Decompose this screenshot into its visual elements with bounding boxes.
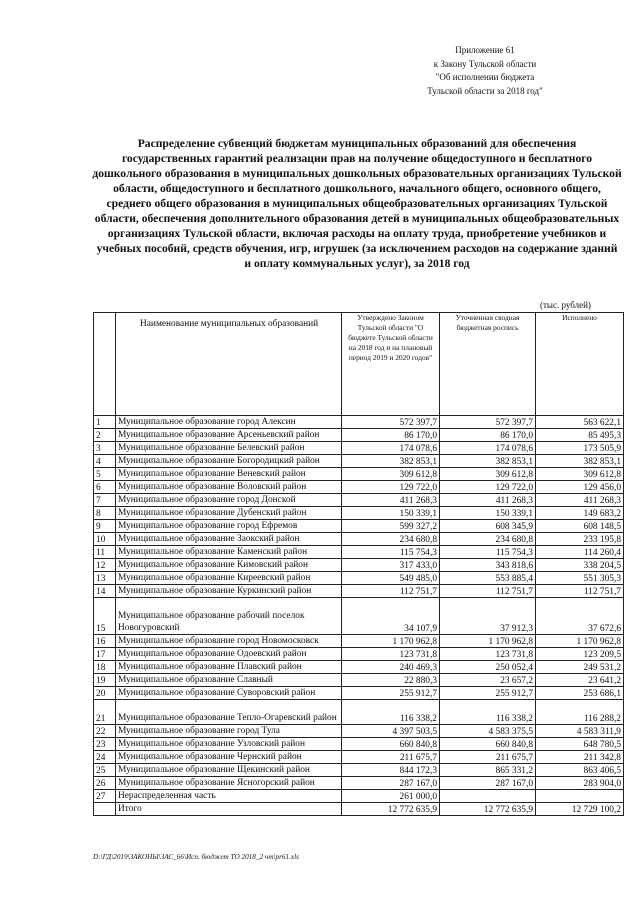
row-approved: 287 167,0 <box>342 777 440 790</box>
row-approved: 844 172,3 <box>342 764 440 777</box>
row-executed: 37 672,6 <box>536 598 624 635</box>
row-name: Муниципальное образование Плавский район <box>116 661 342 674</box>
row-executed: 112 751,7 <box>536 585 624 598</box>
table-row <box>94 533 624 546</box>
table-row <box>94 803 624 816</box>
row-number: 15 <box>94 598 116 635</box>
row-number: 11 <box>94 546 116 559</box>
row-executed: 253 686,1 <box>536 687 624 700</box>
table-row <box>94 468 624 481</box>
row-name: Муниципальное образование рабочий поселок Новогуровский <box>116 598 342 635</box>
table-body <box>94 416 624 816</box>
row-refined: 309 612,8 <box>440 468 536 481</box>
row-number: 21 <box>94 700 116 725</box>
row-refined: 255 912,7 <box>440 687 536 700</box>
row-executed: 129 456,0 <box>536 481 624 494</box>
row-approved: 549 485,0 <box>342 572 440 585</box>
row-refined: 234 680,8 <box>440 533 536 546</box>
row-approved: 150 339,1 <box>342 507 440 520</box>
row-refined: 86 170,0 <box>440 429 536 442</box>
row-number: 22 <box>94 725 116 738</box>
file-path-footer: D:\ГД\2019\ЗАКОНЫ\ЗАС_66\Исп. бюджет ТО 2018_2 чт\pr61.xls <box>93 853 299 861</box>
table-row <box>94 635 624 648</box>
row-approved: 123 731,8 <box>342 648 440 661</box>
unit-label: (тыс. рублей) <box>540 300 591 310</box>
row-executed: 283 904,0 <box>536 777 624 790</box>
row-executed <box>536 790 624 803</box>
row-refined: 211 675,7 <box>440 751 536 764</box>
row-name: Муниципальное образование Тепло-Огаревский район <box>116 700 342 725</box>
row-name: Муниципальное образование город Тула <box>116 725 342 738</box>
row-name: Муниципальное образование город Донской <box>116 494 342 507</box>
row-refined: 287 167,0 <box>440 777 536 790</box>
row-number: 10 <box>94 533 116 546</box>
appendix-line-1: Приложение 61 <box>455 45 515 55</box>
row-executed: 173 505,9 <box>536 442 624 455</box>
row-refined: 1 170 962,8 <box>440 635 536 648</box>
row-refined: 129 722,0 <box>440 481 536 494</box>
row-refined: 250 052,4 <box>440 661 536 674</box>
table-row <box>94 429 624 442</box>
row-approved: 22 880,3 <box>342 674 440 687</box>
row-refined: 865 331,2 <box>440 764 536 777</box>
row-name: Муниципальное образование Узловский район <box>116 738 342 751</box>
appendix-note <box>400 44 570 98</box>
row-refined: 382 853,1 <box>440 455 536 468</box>
table-row <box>94 674 624 687</box>
row-name: Муниципальное образование Куркинский район <box>116 585 342 598</box>
row-approved: 34 107,9 <box>342 598 440 635</box>
row-number: 25 <box>94 764 116 777</box>
row-approved: 129 722,0 <box>342 481 440 494</box>
header-executed: Исполнено <box>536 313 624 416</box>
row-approved: 116 338,2 <box>342 700 440 725</box>
row-refined: 115 754,3 <box>440 546 536 559</box>
row-executed: 211 342,8 <box>536 751 624 764</box>
row-number: 26 <box>94 777 116 790</box>
row-executed: 249 531,2 <box>536 661 624 674</box>
row-refined: 150 339,1 <box>440 507 536 520</box>
row-approved: 660 840,8 <box>342 738 440 751</box>
table-row <box>94 520 624 533</box>
table-row <box>94 725 624 738</box>
row-approved: 240 469,3 <box>342 661 440 674</box>
header-approved: Утверждено Законом Тульской области "О бюджете Тульской области на 2018 год и на плановый период 2019 и 2020 годов" <box>342 313 440 416</box>
row-number <box>94 803 116 816</box>
row-name: Муниципальное образование Ясногорский район <box>116 777 342 790</box>
row-refined: 174 078,6 <box>440 442 536 455</box>
appendix-line-3: "Об исполнении бюджета <box>435 72 535 82</box>
table-row <box>94 700 624 725</box>
table-row <box>94 738 624 751</box>
table-row <box>94 648 624 661</box>
table-row <box>94 764 624 777</box>
row-executed: 4 583 311,9 <box>536 725 624 738</box>
row-number: 6 <box>94 481 116 494</box>
row-number: 7 <box>94 494 116 507</box>
row-executed: 233 195,8 <box>536 533 624 546</box>
row-name: Муниципальное образование Чернский район <box>116 751 342 764</box>
row-name: Итого <box>116 803 342 816</box>
row-number: 5 <box>94 468 116 481</box>
row-name: Муниципальное образование город Ефремов <box>116 520 342 533</box>
row-refined <box>440 790 536 803</box>
row-number: 24 <box>94 751 116 764</box>
row-name: Муниципальное образование Арсеньевский район <box>116 429 342 442</box>
row-approved: 174 078,6 <box>342 442 440 455</box>
row-refined: 123 731,8 <box>440 648 536 661</box>
row-name: Муниципальное образование город Алексин <box>116 416 342 429</box>
document-title: Распределение субвенций бюджетам муниципальных образований для обеспечения государственных гарантий реализации прав на получение общедоступного и бесплатного дошкольного образования в муниципальных дошкольных образовательных организациях Тульской области, общедоступного и бесплатного дошкольного, начального общего, основного общего, среднего общего образования в муниципальных общеобразовательных организациях Тульской области, обеспечения дополнительного образования детей в муниципальных общеобразовательных организациях Тульской области, включая расходы на оплату труда, приобретение учебников и учебных пособий, средств обучения, игр, игрушек (за исключением расходов на содержание зданий и оплату коммунальных услуг), за 2018 год <box>92 137 622 270</box>
row-approved: 309 612,8 <box>342 468 440 481</box>
row-executed: 382 853,1 <box>536 455 624 468</box>
table-header-row <box>94 313 624 416</box>
table-row <box>94 585 624 598</box>
row-name: Муниципальное образование Славный <box>116 674 342 687</box>
table-row <box>94 598 624 635</box>
table-row <box>94 546 624 559</box>
row-approved: 599 327,2 <box>342 520 440 533</box>
row-name: Муниципальное образование Дубенский район <box>116 507 342 520</box>
row-executed: 116 288,2 <box>536 700 624 725</box>
row-approved: 86 170,0 <box>342 429 440 442</box>
table-row <box>94 507 624 520</box>
row-executed: 149 683,2 <box>536 507 624 520</box>
row-name: Муниципальное образование Заокский район <box>116 533 342 546</box>
table-row <box>94 416 624 429</box>
row-number: 8 <box>94 507 116 520</box>
row-approved: 112 751,7 <box>342 585 440 598</box>
row-refined: 411 268,3 <box>440 494 536 507</box>
row-number: 17 <box>94 648 116 661</box>
row-executed: 411 268,3 <box>536 494 624 507</box>
appendix-line-4: Тульской области за 2018 год" <box>427 85 543 96</box>
row-approved: 211 675,7 <box>342 751 440 764</box>
row-name: Муниципальное образование Богородицкий район <box>116 455 342 468</box>
row-name: Муниципальное образование Белевский район <box>116 442 342 455</box>
row-approved: 382 853,1 <box>342 455 440 468</box>
appendix-line-2: к Закону Тульской области <box>433 58 537 69</box>
table-row <box>94 481 624 494</box>
row-approved: 411 268,3 <box>342 494 440 507</box>
row-executed: 648 780,5 <box>536 738 624 751</box>
row-approved: 255 912,7 <box>342 687 440 700</box>
row-refined: 12 772 635,9 <box>440 803 536 816</box>
row-approved: 572 397,7 <box>342 416 440 429</box>
row-approved: 115 754,3 <box>342 546 440 559</box>
subventions-table <box>93 312 624 816</box>
row-number: 23 <box>94 738 116 751</box>
row-refined: 608 345,9 <box>440 520 536 533</box>
row-number: 27 <box>94 790 116 803</box>
row-number: 13 <box>94 572 116 585</box>
row-executed: 123 209,5 <box>536 648 624 661</box>
row-executed: 608 148,5 <box>536 520 624 533</box>
row-approved: 4 397 503,5 <box>342 725 440 738</box>
row-number: 4 <box>94 455 116 468</box>
row-number: 12 <box>94 559 116 572</box>
row-executed: 551 305,3 <box>536 572 624 585</box>
table-row <box>94 559 624 572</box>
table-row <box>94 494 624 507</box>
row-refined: 572 397,7 <box>440 416 536 429</box>
table-row <box>94 751 624 764</box>
row-name: Нераспределенная часть <box>116 790 342 803</box>
row-number: 9 <box>94 520 116 533</box>
row-approved: 317 433,0 <box>342 559 440 572</box>
row-number: 3 <box>94 442 116 455</box>
header-name: Наименование муниципальных образований <box>116 313 342 416</box>
row-refined: 660 840,8 <box>440 738 536 751</box>
row-executed: 23 641,2 <box>536 674 624 687</box>
row-refined: 116 338,2 <box>440 700 536 725</box>
table-row <box>94 455 624 468</box>
table-row <box>94 687 624 700</box>
row-executed: 1 170 962,8 <box>536 635 624 648</box>
row-executed: 863 406,5 <box>536 764 624 777</box>
row-executed: 563 622,1 <box>536 416 624 429</box>
row-approved: 1 170 962,8 <box>342 635 440 648</box>
row-number: 16 <box>94 635 116 648</box>
table-row <box>94 572 624 585</box>
row-executed: 85 495,3 <box>536 429 624 442</box>
row-approved: 12 772 635,9 <box>342 803 440 816</box>
row-name: Муниципальное образование Воловский район <box>116 481 342 494</box>
row-name: Муниципальное образование Киреевский район <box>116 572 342 585</box>
row-refined: 112 751,7 <box>440 585 536 598</box>
row-refined: 343 818,6 <box>440 559 536 572</box>
row-executed: 12 729 100,2 <box>536 803 624 816</box>
row-name: Муниципальное образование город Новомосковск <box>116 635 342 648</box>
row-number: 18 <box>94 661 116 674</box>
row-number: 1 <box>94 416 116 429</box>
header-refined: Уточненная сводная бюджетная роспись <box>440 313 536 416</box>
table-row <box>94 790 624 803</box>
row-name: Муниципальное образование Каменский район <box>116 546 342 559</box>
row-number: 14 <box>94 585 116 598</box>
row-name: Муниципальное образование Веневский район <box>116 468 342 481</box>
row-executed: 309 612,8 <box>536 468 624 481</box>
row-approved: 234 680,8 <box>342 533 440 546</box>
table-row <box>94 777 624 790</box>
row-refined: 553 885,4 <box>440 572 536 585</box>
row-name: Муниципальное образование Щекинский район <box>116 764 342 777</box>
row-number: 20 <box>94 687 116 700</box>
row-refined: 4 583 375,5 <box>440 725 536 738</box>
header-number <box>94 313 116 416</box>
row-number: 19 <box>94 674 116 687</box>
row-name: Муниципальное образование Кимовский район <box>116 559 342 572</box>
row-executed: 114 260,4 <box>536 546 624 559</box>
row-name: Муниципальное образование Одоевский район <box>116 648 342 661</box>
row-name: Муниципальное образование Суворовский район <box>116 687 342 700</box>
row-number: 2 <box>94 429 116 442</box>
row-refined: 37 912,3 <box>440 598 536 635</box>
row-approved: 261 000,0 <box>342 790 440 803</box>
table-row <box>94 661 624 674</box>
table-row <box>94 442 624 455</box>
row-refined: 23 657,2 <box>440 674 536 687</box>
row-executed: 338 204,5 <box>536 559 624 572</box>
